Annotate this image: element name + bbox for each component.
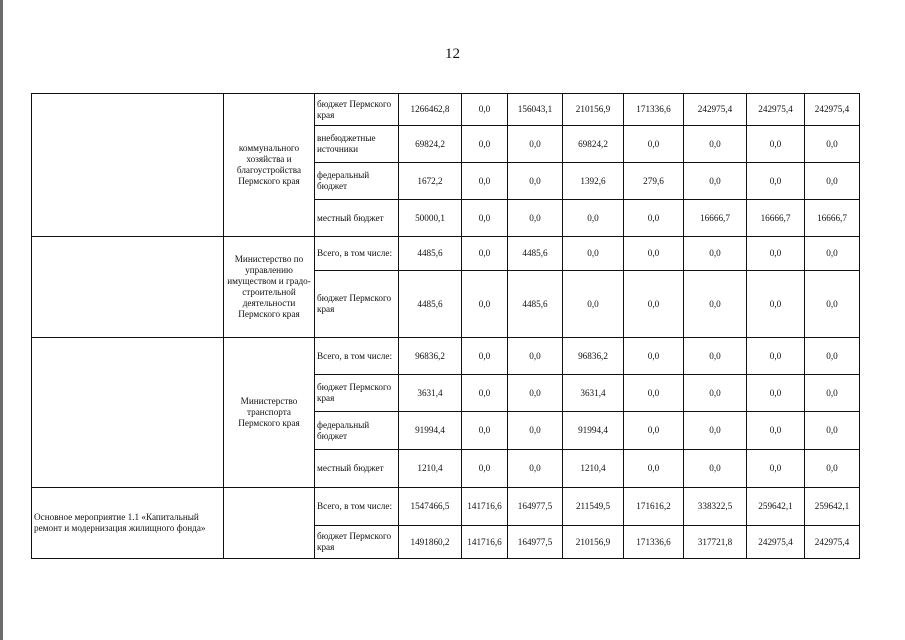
amount-cell: 171336,6 — [624, 526, 684, 559]
amount-cell: 242975,4 — [684, 94, 747, 126]
amount-cell: 16666,7 — [805, 200, 860, 237]
table-row — [32, 237, 860, 271]
budget-table — [31, 93, 860, 559]
funding-source-cell: местный бюджет — [315, 450, 399, 488]
amount-cell: 16666,7 — [684, 200, 747, 237]
amount-cell: 0,0 — [747, 237, 805, 271]
funding-source-cell: бюджет Пермского края — [315, 94, 399, 126]
amount-cell: 141716,6 — [462, 526, 508, 559]
amount-cell: 259642,1 — [747, 488, 805, 526]
amount-cell: 0,0 — [684, 271, 747, 338]
amount-cell: 1266462,8 — [399, 94, 462, 126]
amount-cell: 0,0 — [462, 163, 508, 200]
amount-cell: 0,0 — [508, 126, 563, 163]
amount-cell: 0,0 — [508, 450, 563, 488]
amount-cell: 3631,4 — [563, 375, 624, 412]
amount-cell: 0,0 — [508, 412, 563, 450]
amount-cell: 1210,4 — [399, 450, 462, 488]
amount-cell: 211549,5 — [563, 488, 624, 526]
amount-cell: 4485,6 — [508, 237, 563, 271]
funding-source-cell: федеральный бюджет — [315, 163, 399, 200]
amount-cell: 0,0 — [805, 126, 860, 163]
amount-cell: 0,0 — [624, 375, 684, 412]
executor-cell: Министерство по управлению имуществом и градо- строительной деятельности Пермского края — [224, 237, 315, 338]
amount-cell: 0,0 — [462, 450, 508, 488]
amount-cell: 242975,4 — [805, 94, 860, 126]
amount-cell: 0,0 — [747, 450, 805, 488]
activity-cell — [32, 237, 224, 338]
amount-cell: 1392,6 — [563, 163, 624, 200]
amount-cell: 0,0 — [624, 450, 684, 488]
amount-cell: 0,0 — [624, 412, 684, 450]
funding-source-cell: бюджет Пермского края — [315, 271, 399, 338]
amount-cell: 0,0 — [624, 271, 684, 338]
amount-cell: 0,0 — [805, 450, 860, 488]
amount-cell: 0,0 — [747, 338, 805, 375]
executor-cell — [224, 488, 315, 559]
amount-cell: 0,0 — [684, 163, 747, 200]
amount-cell: 0,0 — [684, 338, 747, 375]
amount-cell: 1672,2 — [399, 163, 462, 200]
amount-cell: 1491860,2 — [399, 526, 462, 559]
amount-cell: 242975,4 — [747, 94, 805, 126]
amount-cell: 279,6 — [624, 163, 684, 200]
amount-cell: 0,0 — [508, 338, 563, 375]
amount-cell: 338322,5 — [684, 488, 747, 526]
table-row — [32, 94, 860, 126]
funding-source-cell: бюджет Пермского края — [315, 526, 399, 559]
amount-cell: 0,0 — [747, 126, 805, 163]
amount-cell: 0,0 — [462, 94, 508, 126]
amount-cell: 91994,4 — [563, 412, 624, 450]
amount-cell: 0,0 — [462, 412, 508, 450]
amount-cell: 91994,4 — [399, 412, 462, 450]
amount-cell: 1210,4 — [563, 450, 624, 488]
amount-cell: 0,0 — [462, 338, 508, 375]
amount-cell: 0,0 — [805, 163, 860, 200]
amount-cell: 0,0 — [563, 271, 624, 338]
funding-source-cell: Всего, в том числе: — [315, 488, 399, 526]
amount-cell: 0,0 — [508, 375, 563, 412]
amount-cell: 0,0 — [462, 271, 508, 338]
amount-cell: 0,0 — [805, 412, 860, 450]
amount-cell: 164977,5 — [508, 488, 563, 526]
amount-cell: 16666,7 — [747, 200, 805, 237]
amount-cell: 96836,2 — [399, 338, 462, 375]
amount-cell: 96836,2 — [563, 338, 624, 375]
amount-cell: 0,0 — [805, 375, 860, 412]
amount-cell: 4485,6 — [399, 271, 462, 338]
amount-cell: 0,0 — [624, 126, 684, 163]
amount-cell: 0,0 — [747, 375, 805, 412]
amount-cell: 0,0 — [684, 450, 747, 488]
funding-source-cell: Всего, в том числе: — [315, 237, 399, 271]
amount-cell: 0,0 — [462, 200, 508, 237]
amount-cell: 0,0 — [805, 271, 860, 338]
amount-cell: 0,0 — [684, 412, 747, 450]
amount-cell: 210156,9 — [563, 526, 624, 559]
funding-source-cell: Всего, в том числе: — [315, 338, 399, 375]
amount-cell: 259642,1 — [805, 488, 860, 526]
funding-source-cell: федеральный бюджет — [315, 412, 399, 450]
table-row — [32, 338, 860, 375]
amount-cell: 3631,4 — [399, 375, 462, 412]
scan-edge — [0, 0, 3, 640]
amount-cell: 0,0 — [805, 237, 860, 271]
amount-cell: 0,0 — [508, 200, 563, 237]
funding-source-cell: местный бюджет — [315, 200, 399, 237]
amount-cell: 171336,6 — [624, 94, 684, 126]
amount-cell: 1547466,5 — [399, 488, 462, 526]
amount-cell: 164977,5 — [508, 526, 563, 559]
amount-cell: 0,0 — [624, 338, 684, 375]
amount-cell: 242975,4 — [805, 526, 860, 559]
amount-cell: 156043,1 — [508, 94, 563, 126]
amount-cell: 171616,2 — [624, 488, 684, 526]
amount-cell: 0,0 — [462, 126, 508, 163]
amount-cell: 4485,6 — [399, 237, 462, 271]
amount-cell: 317721,8 — [684, 526, 747, 559]
amount-cell: 69824,2 — [563, 126, 624, 163]
amount-cell: 0,0 — [747, 163, 805, 200]
amount-cell: 0,0 — [563, 200, 624, 237]
amount-cell: 4485,6 — [508, 271, 563, 338]
funding-source-cell: бюджет Пермского края — [315, 375, 399, 412]
executor-cell: Министерство транспорта Пермского края — [224, 338, 315, 488]
amount-cell: 69824,2 — [399, 126, 462, 163]
amount-cell: 0,0 — [684, 237, 747, 271]
activity-cell — [32, 94, 224, 237]
table-row — [32, 488, 860, 526]
amount-cell: 0,0 — [805, 338, 860, 375]
amount-cell: 210156,9 — [563, 94, 624, 126]
amount-cell: 141716,6 — [462, 488, 508, 526]
budget-table-body — [32, 94, 860, 559]
amount-cell: 0,0 — [747, 271, 805, 338]
amount-cell: 242975,4 — [747, 526, 805, 559]
amount-cell: 0,0 — [462, 375, 508, 412]
amount-cell: 0,0 — [684, 126, 747, 163]
amount-cell: 50000,1 — [399, 200, 462, 237]
amount-cell: 0,0 — [624, 237, 684, 271]
amount-cell: 0,0 — [508, 163, 563, 200]
amount-cell: 0,0 — [462, 237, 508, 271]
amount-cell: 0,0 — [624, 200, 684, 237]
funding-source-cell: внебюджетные источники — [315, 126, 399, 163]
amount-cell: 0,0 — [747, 412, 805, 450]
amount-cell: 0,0 — [563, 237, 624, 271]
executor-cell: коммунального хозяйства и благоустройства Пермского края — [224, 94, 315, 237]
activity-cell: Основное мероприятие 1.1 «Капитальный ремонт и модернизация жилищного фонда» — [32, 488, 224, 559]
amount-cell: 0,0 — [684, 375, 747, 412]
page-number: 12 — [445, 46, 460, 62]
activity-cell — [32, 338, 224, 488]
